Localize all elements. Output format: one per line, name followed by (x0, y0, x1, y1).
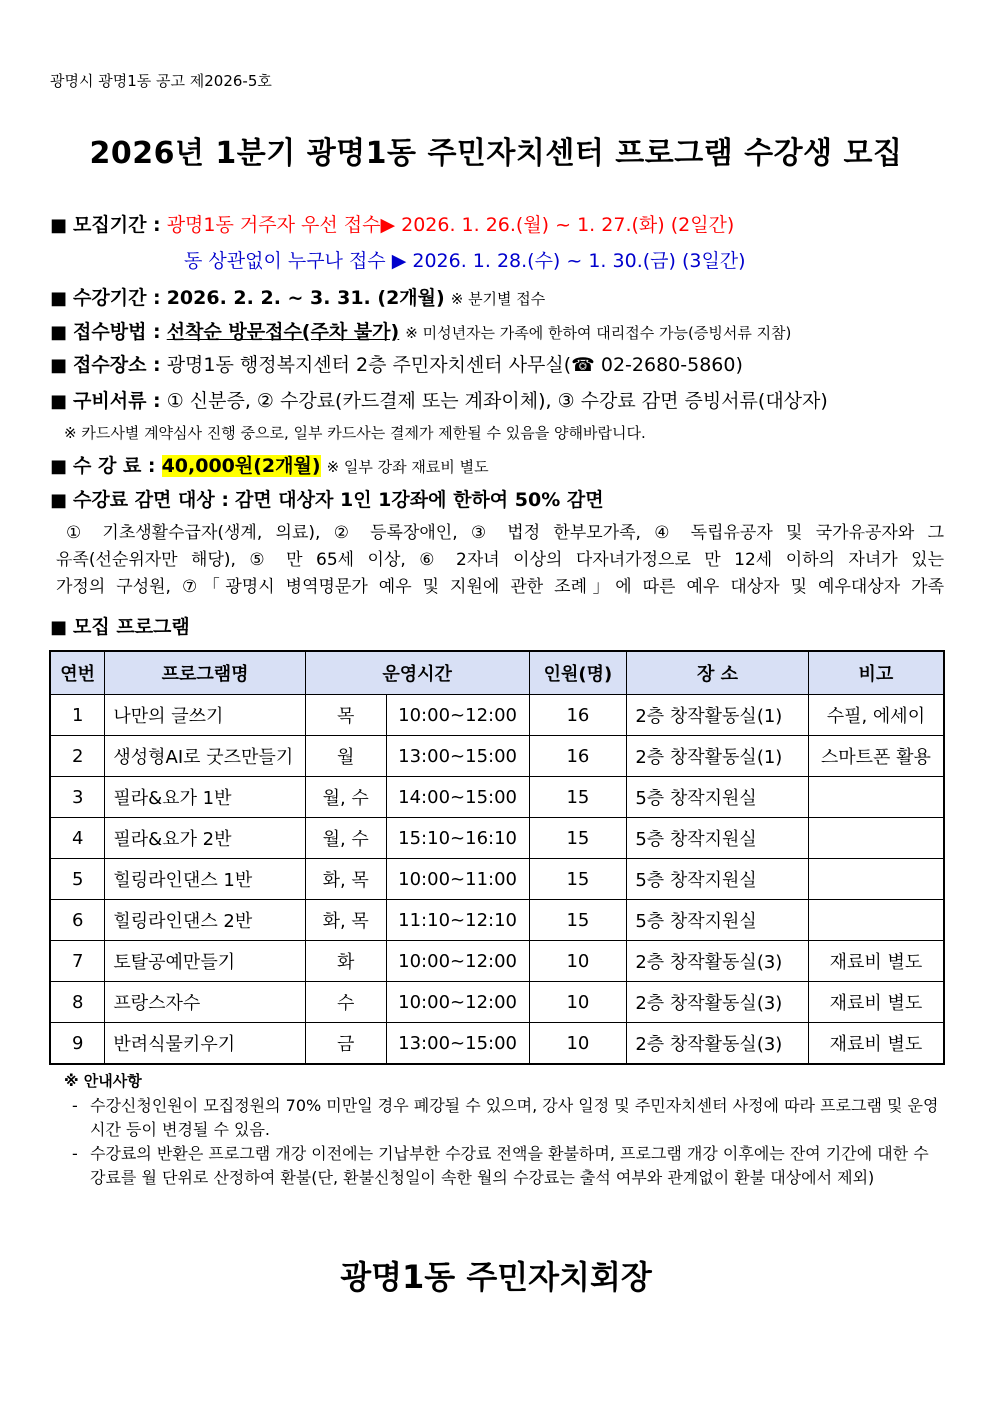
notes-dash: - (72, 1096, 78, 1115)
cell-place: 5층 창작지원실 (627, 859, 809, 900)
cell-no: 4 (50, 818, 105, 859)
cell-capacity: 10 (529, 941, 627, 982)
recruit-period-priority: 광명1동 거주자 우선 접수▶ 2026. 1. 26.(월) ~ 1. 27.(화) (2일간) (166, 214, 735, 236)
notes-heading: ※ 안내사항 (64, 1072, 142, 1090)
cell-no: 9 (50, 1023, 105, 1065)
cell-time: 10:00~11:00 (386, 859, 529, 900)
recruit-period-line-2 (184, 246, 746, 273)
bullet-square: ■ (50, 355, 68, 376)
cell-remarks: 재료비 별도 (808, 941, 944, 982)
cell-program: 프랑스자수 (105, 982, 305, 1023)
cell-place: 5층 창작지원실 (627, 900, 809, 941)
cell-capacity: 15 (529, 777, 627, 818)
program-label: 모집 프로그램 (73, 616, 190, 638)
table-header-row (50, 651, 944, 695)
bullet-square: ■ (50, 456, 68, 477)
cell-place: 2층 창작활동실(3) (627, 941, 809, 982)
table-row (50, 818, 944, 859)
header-place: 장 소 (627, 651, 809, 695)
place-value: 광명1동 행정복지센터 2층 주민자치센터 사무실(☎ 02-2680-5860) (166, 354, 743, 376)
cell-capacity: 16 (529, 695, 627, 736)
table-row (50, 941, 944, 982)
cell-days: 화 (305, 941, 386, 982)
cell-capacity: 15 (529, 859, 627, 900)
table-row (50, 859, 944, 900)
cell-days: 수 (305, 982, 386, 1023)
method-line (50, 317, 791, 344)
cell-time: 13:00~15:00 (386, 1023, 529, 1065)
discount-detail-line-1: ① 기초생활수급자(생계, 의료), ② 등록장애인, ③ 법정 한부모가족, ④ 독립유공자 및 국가유공자와 그 (66, 523, 944, 543)
cell-time: 14:00~15:00 (386, 777, 529, 818)
cell-time: 11:10~12:10 (386, 900, 529, 941)
course-period-line (50, 283, 545, 310)
notes-item (72, 1142, 942, 1190)
method-note: ※ 미성년자는 가족에 한하여 대리접수 가능(증빙서류 지참) (405, 324, 792, 342)
header-program: 프로그램명 (105, 651, 305, 695)
page-title: 2026년 1분기 광명1동 주민자치센터 프로그램 수강생 모집 (89, 136, 903, 171)
cell-program: 나만의 글쓰기 (105, 695, 305, 736)
cell-days: 화, 목 (305, 859, 386, 900)
bullet-square: ■ (50, 288, 68, 309)
discount-detail-line-2: 유족(선순위자만 해당), ⑤ 만 65세 이상, ⑥ 2자녀 이상의 다자녀가정으로 만 12세 이하의 자녀가 있는 (56, 550, 944, 570)
method-value: 선착순 방문접수(주차 불가) (166, 321, 400, 343)
cell-place: 2층 창작활동실(3) (627, 1023, 809, 1065)
notes-item-text: 수강신청인원이 모집정원의 70% 미만일 경우 폐강될 수 있으며, 강사 일정 및 주민자치센터 사정에 따라 프로그램 및 운영시간 등이 변경될 수 있음. (90, 1096, 939, 1139)
recruit-period-label: 모집기간 : (73, 214, 161, 236)
course-period-note: ※ 분기별 접수 (450, 290, 546, 308)
cell-place: 5층 창작지원실 (627, 818, 809, 859)
cell-program: 필라&요가 2반 (105, 818, 305, 859)
cell-time: 10:00~12:00 (386, 695, 529, 736)
docs-line (50, 386, 828, 413)
discount-value: 감면 대상자 1인 1강좌에 한하여 50% 감면 (234, 489, 604, 511)
cell-remarks (808, 777, 944, 818)
place-label: 접수장소 : (73, 354, 161, 376)
cell-program: 토탈공예만들기 (105, 941, 305, 982)
cell-time: 10:00~12:00 (386, 941, 529, 982)
fee-note: ※ 일부 강좌 재료비 별도 (326, 458, 489, 476)
cell-program: 힐링라인댄스 1반 (105, 859, 305, 900)
docs-label: 구비서류 : (73, 390, 161, 412)
table-row (50, 777, 944, 818)
bullet-square: ■ (50, 617, 68, 638)
course-period-label: 수강기간 : (73, 287, 161, 309)
recruit-period-line-1 (50, 210, 734, 237)
place-line (50, 350, 743, 377)
header-no: 연번 (50, 651, 105, 695)
cell-capacity: 10 (529, 982, 627, 1023)
discount-line (50, 485, 604, 512)
cell-place: 5층 창작지원실 (627, 777, 809, 818)
header-capacity: 인원(명) (529, 651, 627, 695)
cell-no: 2 (50, 736, 105, 777)
cell-program: 힐링라인댄스 2반 (105, 900, 305, 941)
signature: 광명1동 주민자치회장 (340, 1258, 652, 1296)
cell-remarks: 재료비 별도 (808, 982, 944, 1023)
program-table (49, 650, 945, 1065)
bullet-square: ■ (50, 490, 68, 511)
notes-item (72, 1094, 942, 1142)
cell-remarks: 재료비 별도 (808, 1023, 944, 1065)
docs-value: ① 신분증, ② 수강료(카드결제 또는 계좌이체), ③ 수강료 감면 증빙서류(대상자) (166, 390, 828, 412)
notes-dash: - (72, 1144, 78, 1163)
cell-no: 8 (50, 982, 105, 1023)
cell-place: 2층 창작활동실(1) (627, 736, 809, 777)
header-remarks: 비고 (808, 651, 944, 695)
table-row (50, 900, 944, 941)
cell-no: 3 (50, 777, 105, 818)
cell-program: 생성형AI로 굿즈만들기 (105, 736, 305, 777)
cell-capacity: 15 (529, 900, 627, 941)
cell-time: 15:10~16:10 (386, 818, 529, 859)
cell-remarks (808, 818, 944, 859)
cell-time: 10:00~12:00 (386, 982, 529, 1023)
cell-days: 월 (305, 736, 386, 777)
bullet-square: ■ (50, 215, 68, 236)
notes-item-text: 수강료의 반환은 프로그램 개강 이전에는 기납부한 수강료 전액을 환불하며, 프로그램 개강 이후에는 잔여 기간에 대한 수강료를 월 단위로 산정하여 환불(단, 환불신청일이 속한 월의 수강료는 출석 여부와 관계없이 환불 대상에서 제외) (90, 1144, 929, 1187)
cell-no: 1 (50, 695, 105, 736)
table-row (50, 1023, 944, 1065)
card-note: ※ 카드사별 계약심사 진행 중으로, 일부 카드사는 결제가 제한될 수 있음을 양해바랍니다. (64, 424, 646, 442)
discount-label: 수강료 감면 대상 : (73, 489, 229, 511)
recruit-period-open: 동 상관없이 누구나 접수 ▶ 2026. 1. 28.(수) ~ 1. 30.(금) (3일간) (184, 250, 746, 272)
discount-detail (48, 520, 944, 601)
cell-program: 반려식물키우기 (105, 1023, 305, 1065)
document-number: 광명시 광명1동 공고 제2026-5호 (50, 72, 272, 90)
cell-days: 목 (305, 695, 386, 736)
cell-remarks: 스마트폰 활용 (808, 736, 944, 777)
cell-days: 월, 수 (305, 777, 386, 818)
cell-no: 6 (50, 900, 105, 941)
cell-capacity: 15 (529, 818, 627, 859)
cell-no: 5 (50, 859, 105, 900)
cell-remarks: 수필, 에세이 (808, 695, 944, 736)
fee-value: 40,000원(2개월) (161, 455, 321, 477)
cell-days: 화, 목 (305, 900, 386, 941)
bullet-square: ■ (50, 322, 68, 343)
cell-remarks (808, 900, 944, 941)
header-schedule: 운영시간 (305, 651, 529, 695)
cell-days: 월, 수 (305, 818, 386, 859)
course-period-value: 2026. 2. 2. ~ 3. 31. (2개월) (166, 287, 445, 309)
cell-remarks (808, 859, 944, 900)
table-row (50, 982, 944, 1023)
fee-line (50, 451, 489, 478)
cell-place: 2층 창작활동실(3) (627, 982, 809, 1023)
method-label: 접수방법 : (73, 321, 161, 343)
cell-capacity: 10 (529, 1023, 627, 1065)
bullet-square: ■ (50, 391, 68, 412)
notes-list (72, 1094, 942, 1190)
cell-program: 필라&요가 1반 (105, 777, 305, 818)
fee-label: 수 강 료 : (73, 455, 156, 477)
table-row (50, 695, 944, 736)
cell-capacity: 16 (529, 736, 627, 777)
table-row (50, 736, 944, 777)
cell-days: 금 (305, 1023, 386, 1065)
cell-time: 13:00~15:00 (386, 736, 529, 777)
cell-no: 7 (50, 941, 105, 982)
cell-place: 2층 창작활동실(1) (627, 695, 809, 736)
discount-detail-line-3: 가정의 구성원, ⑦「광명시 병역명문가 예우 및 지원에 관한 조례」에 따른 예우 대상자 및 예우대상자 가족 (56, 577, 944, 597)
program-heading (50, 612, 190, 639)
